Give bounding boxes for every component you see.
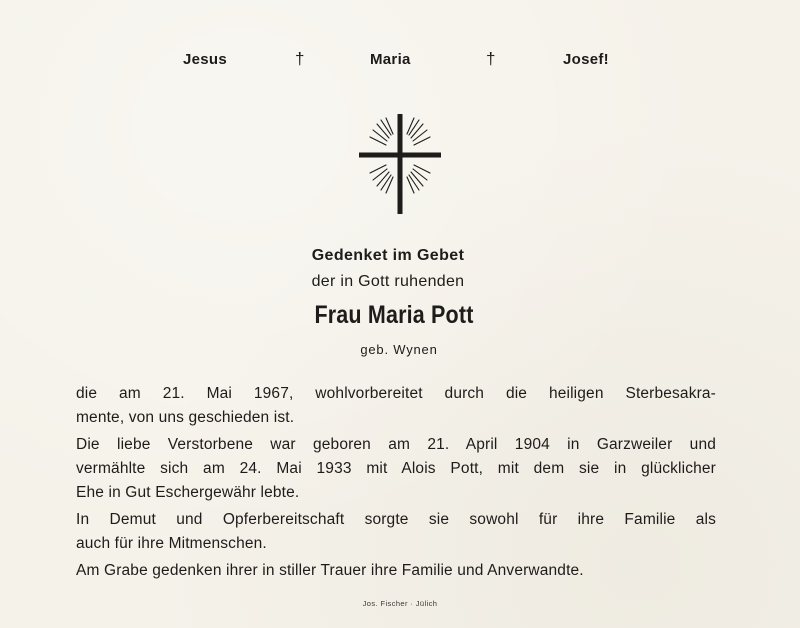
text-line: Am Grabe gedenken ihrer in stiller Trauer ihre Familie und Anverwandte. xyxy=(76,562,584,579)
deceased-name: Frau Maria Pott xyxy=(314,301,474,329)
text-line: vermählte sich am 24. Mai 1933 mit Alois Pott, mit dem sie in glücklicher xyxy=(76,460,716,477)
paragraph xyxy=(76,433,716,505)
paragraph xyxy=(76,508,716,556)
maiden-name: geb. Wynen xyxy=(360,342,438,357)
radiant-cross-icon xyxy=(355,108,445,218)
paragraph xyxy=(76,382,716,430)
invocation-jesus: Jesus xyxy=(183,51,228,68)
printer-imprint: Jos. Fischer · Jülich xyxy=(362,599,438,608)
invocation-line xyxy=(0,51,800,73)
obituary-text xyxy=(76,382,716,586)
text-line: mente, von uns geschieden ist. xyxy=(76,409,295,426)
paragraph xyxy=(76,559,716,583)
invocation-josef: Josef! xyxy=(563,51,609,68)
text-line: auch für ihre Mitmenschen. xyxy=(76,535,267,552)
text-line: In Demut und Opferbereitschaft sorgte sie sowohl für ihre Familie als xyxy=(76,511,716,528)
heading-ruhenden: der in Gott ruhenden xyxy=(311,273,465,290)
invocation-maria: Maria xyxy=(370,51,411,68)
dagger-icon: † xyxy=(486,49,496,68)
text-line: Die liebe Verstorbene war geboren am 21. April 1904 in Garzweiler und xyxy=(76,436,716,453)
heading-gedenket: Gedenket im Gebet xyxy=(311,247,465,264)
dagger-icon: † xyxy=(295,49,305,68)
text-line: die am 21. Mai 1967, wohlvorbereitet durch die heiligen Sterbesakra- xyxy=(76,385,716,402)
text-line: Ehe in Gut Eschergewähr lebte. xyxy=(76,484,300,501)
